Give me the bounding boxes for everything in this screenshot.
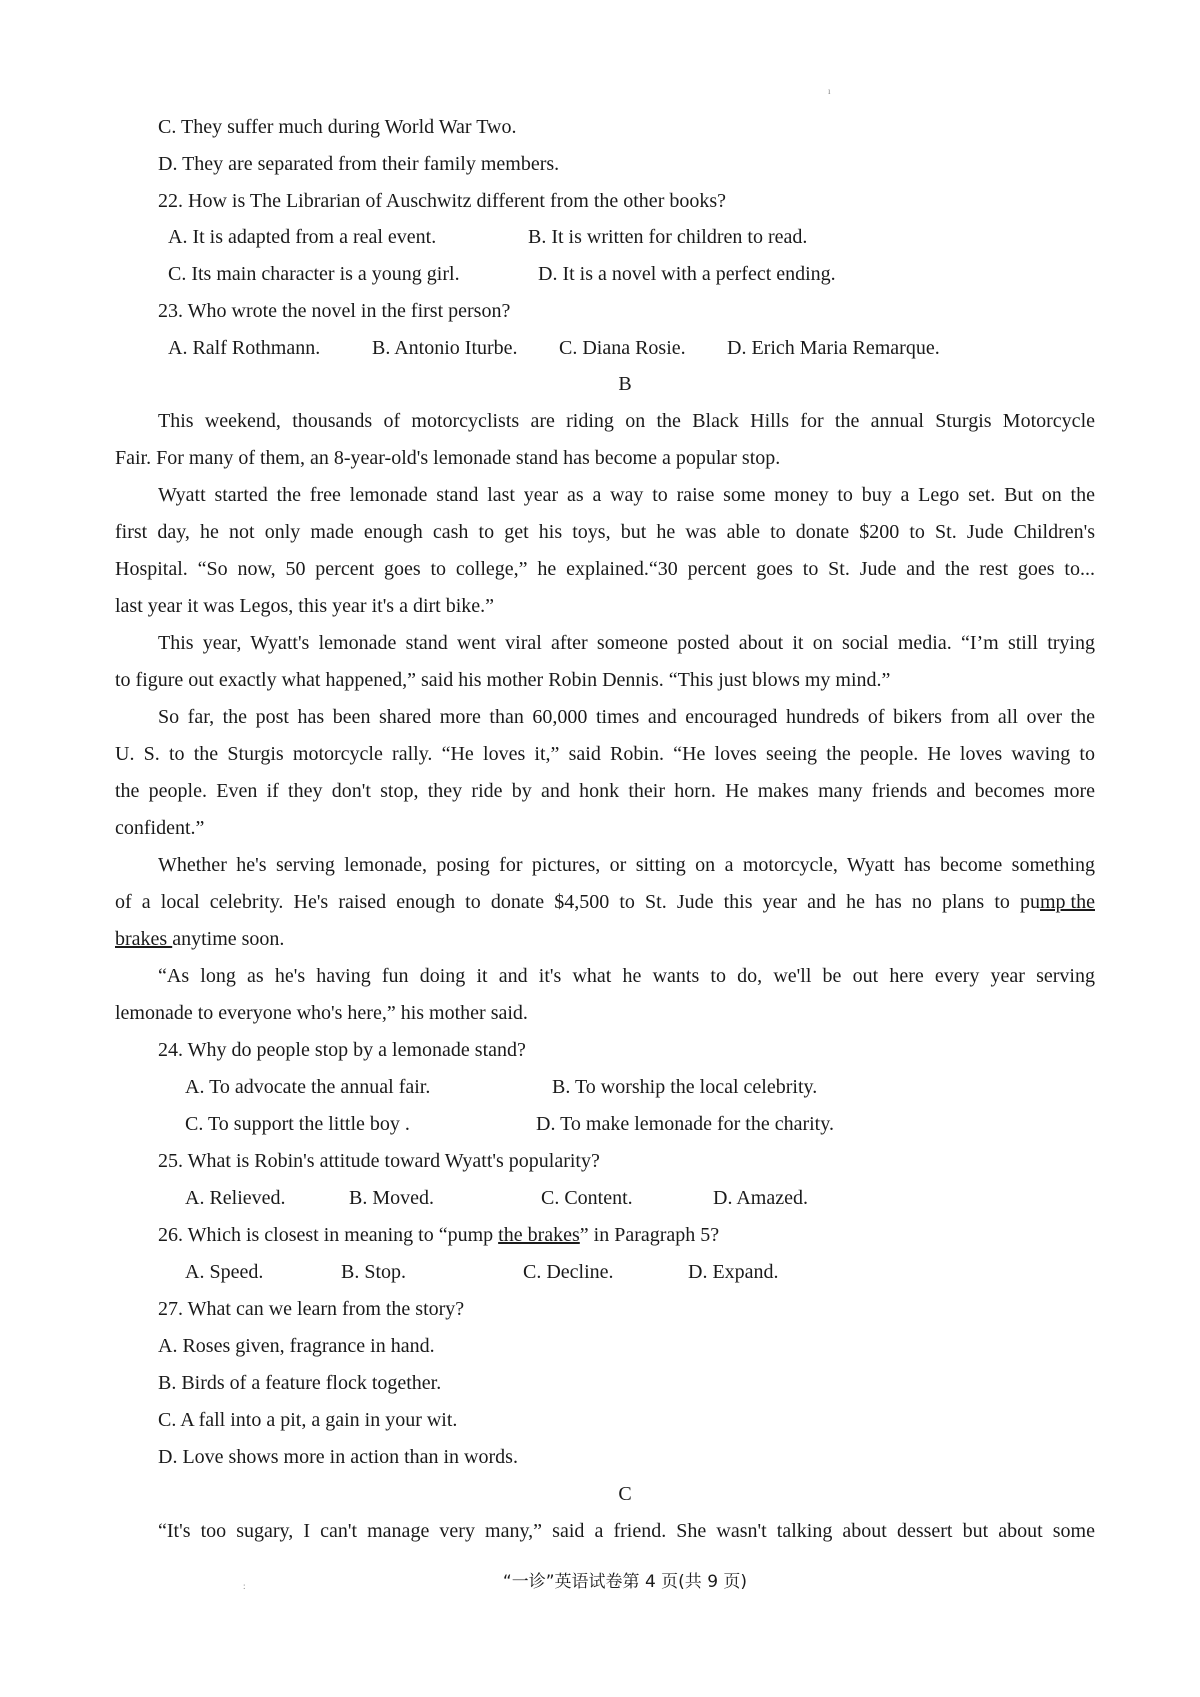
q27-option-b: B. Birds of a feature flock together. <box>158 1372 442 1394</box>
q22-option-b: B. It is written for children to read. <box>528 226 808 248</box>
q25-option-c: C. Content. <box>541 1187 633 1209</box>
q24-stem: 24. Why do people stop by a lemonade stand? <box>158 1039 526 1061</box>
passage-line-text: of a local celebrity. He's raised enough to donate $4,500 to St. Jude this year and he has no plans to pu <box>115 891 1040 913</box>
q22-option-c: C. Its main character is a young girl. <box>168 263 460 285</box>
q24-option-d: D. To make lemonade for the charity. <box>536 1113 834 1135</box>
passage-line: “As long as he's having fun doing it and it's what he wants to do, we'll be out here every year serving <box>158 965 1095 987</box>
scan-mark: ı <box>828 86 831 96</box>
section-b-heading: B <box>618 373 632 395</box>
underlined-phrase-pump-the: mp the <box>1040 891 1095 913</box>
passage-line: Wyatt started the free lemonade stand last year as a way to raise some money to buy a Lego set. But on the <box>158 484 1095 506</box>
q24-option-a: A. To advocate the annual fair. <box>185 1076 431 1098</box>
passage-line: U. S. to the Sturgis motorcycle rally. “He loves it,” said Robin. “He loves seeing the people. He loves waving to <box>115 743 1095 765</box>
passage-line: to figure out exactly what happened,” said his mother Robin Dennis. “This just blows my mind.” <box>115 669 891 691</box>
q25-stem: 25. What is Robin's attitude toward Wyatt's popularity? <box>158 1150 600 1172</box>
q23-option-c: C. Diana Rosie. <box>559 337 686 359</box>
q23-stem: 23. Who wrote the novel in the first person? <box>158 300 511 322</box>
q27-option-d: D. Love shows more in action than in words. <box>158 1446 518 1468</box>
passage-line: Hospital. “So now, 50 percent goes to college,” he explained.“30 percent goes to St. Jude and the rest goes to... <box>115 558 1095 580</box>
passage-c-line: “It's too sugary, I can't manage very many,” said a friend. She wasn't talking about dessert but about some <box>158 1520 1095 1542</box>
scan-mark: : <box>243 1581 246 1591</box>
passage-line: first day, he not only made enough cash to get his toys, but he was able to donate $200 to St. Jude Children's <box>115 521 1095 543</box>
q26-stem-text: 26. Which is closest in meaning to “pump <box>158 1224 499 1246</box>
q26-stem <box>158 1222 719 1248</box>
q27-option-a: A. Roses given, fragrance in hand. <box>158 1335 435 1357</box>
passage-line: Fair. For many of them, an 8-year-old's lemonade stand has become a popular stop. <box>115 447 781 469</box>
q26-underlined-phrase: the brakes <box>498 1224 580 1246</box>
q24-option-c: C. To support the little boy . <box>185 1113 410 1135</box>
q22-stem: 22. How is The Librarian of Auschwitz different from the other books? <box>158 190 727 212</box>
passage-line: last year it was Legos, this year it's a dirt bike.” <box>115 595 495 617</box>
q21-option-d: D. They are separated from their family members. <box>158 153 560 175</box>
section-c-heading: C <box>618 1483 632 1505</box>
q26-option-c: C. Decline. <box>523 1261 614 1283</box>
q27-option-c: C. A fall into a pit, a gain in your wit. <box>158 1409 458 1431</box>
passage-line: lemonade to everyone who's here,” his mother said. <box>115 1002 528 1024</box>
passage-line: This weekend, thousands of motorcyclists are riding on the Black Hills for the annual Sturgis Motorcycle <box>158 410 1095 432</box>
q27-stem: 27. What can we learn from the story? <box>158 1298 465 1320</box>
q26-stem-text-end: ” in Paragraph 5? <box>579 1224 720 1246</box>
q25-option-b: B. Moved. <box>349 1187 434 1209</box>
q26-option-b: B. Stop. <box>341 1261 407 1283</box>
q23-option-b: B. Antonio Iturbe. <box>372 337 518 359</box>
passage-line-underlined-end <box>115 926 284 952</box>
passage-line: This year, Wyatt's lemonade stand went viral after someone posted about it on social media. “I’m still trying <box>158 632 1095 654</box>
passage-line: confident.” <box>115 817 205 839</box>
q24-option-b: B. To worship the local celebrity. <box>552 1076 818 1098</box>
q21-option-c: C. They suffer much during World War Two. <box>158 116 517 138</box>
passage-line: Whether he's serving lemonade, posing for pictures, or sitting on a motorcycle, Wyatt has become something <box>158 854 1095 876</box>
passage-line: the people. Even if they don't stop, they ride by and honk their horn. He makes many friends and becomes more <box>115 780 1095 802</box>
q22-option-d: D. It is a novel with a perfect ending. <box>538 263 836 285</box>
q26-option-a: A. Speed. <box>185 1261 264 1283</box>
q23-option-d: D. Erich Maria Remarque. <box>727 337 940 359</box>
q26-option-d: D. Expand. <box>688 1261 779 1283</box>
q25-option-a: A. Relieved. <box>185 1187 286 1209</box>
passage-line-text: anytime soon. <box>172 928 285 950</box>
q22-option-a: A. It is adapted from a real event. <box>168 226 437 248</box>
passage-line: So far, the post has been shared more than 60,000 times and encouraged hundreds of bikers from all over the <box>158 706 1095 728</box>
q25-option-d: D. Amazed. <box>713 1187 808 1209</box>
page-footer: “一诊”英语试卷第 4 页(共 9 页) <box>502 1572 748 1592</box>
passage-line-underlined <box>115 889 1095 915</box>
underlined-phrase-brakes: brakes <box>115 928 173 950</box>
q23-option-a: A. Ralf Rothmann. <box>168 337 321 359</box>
